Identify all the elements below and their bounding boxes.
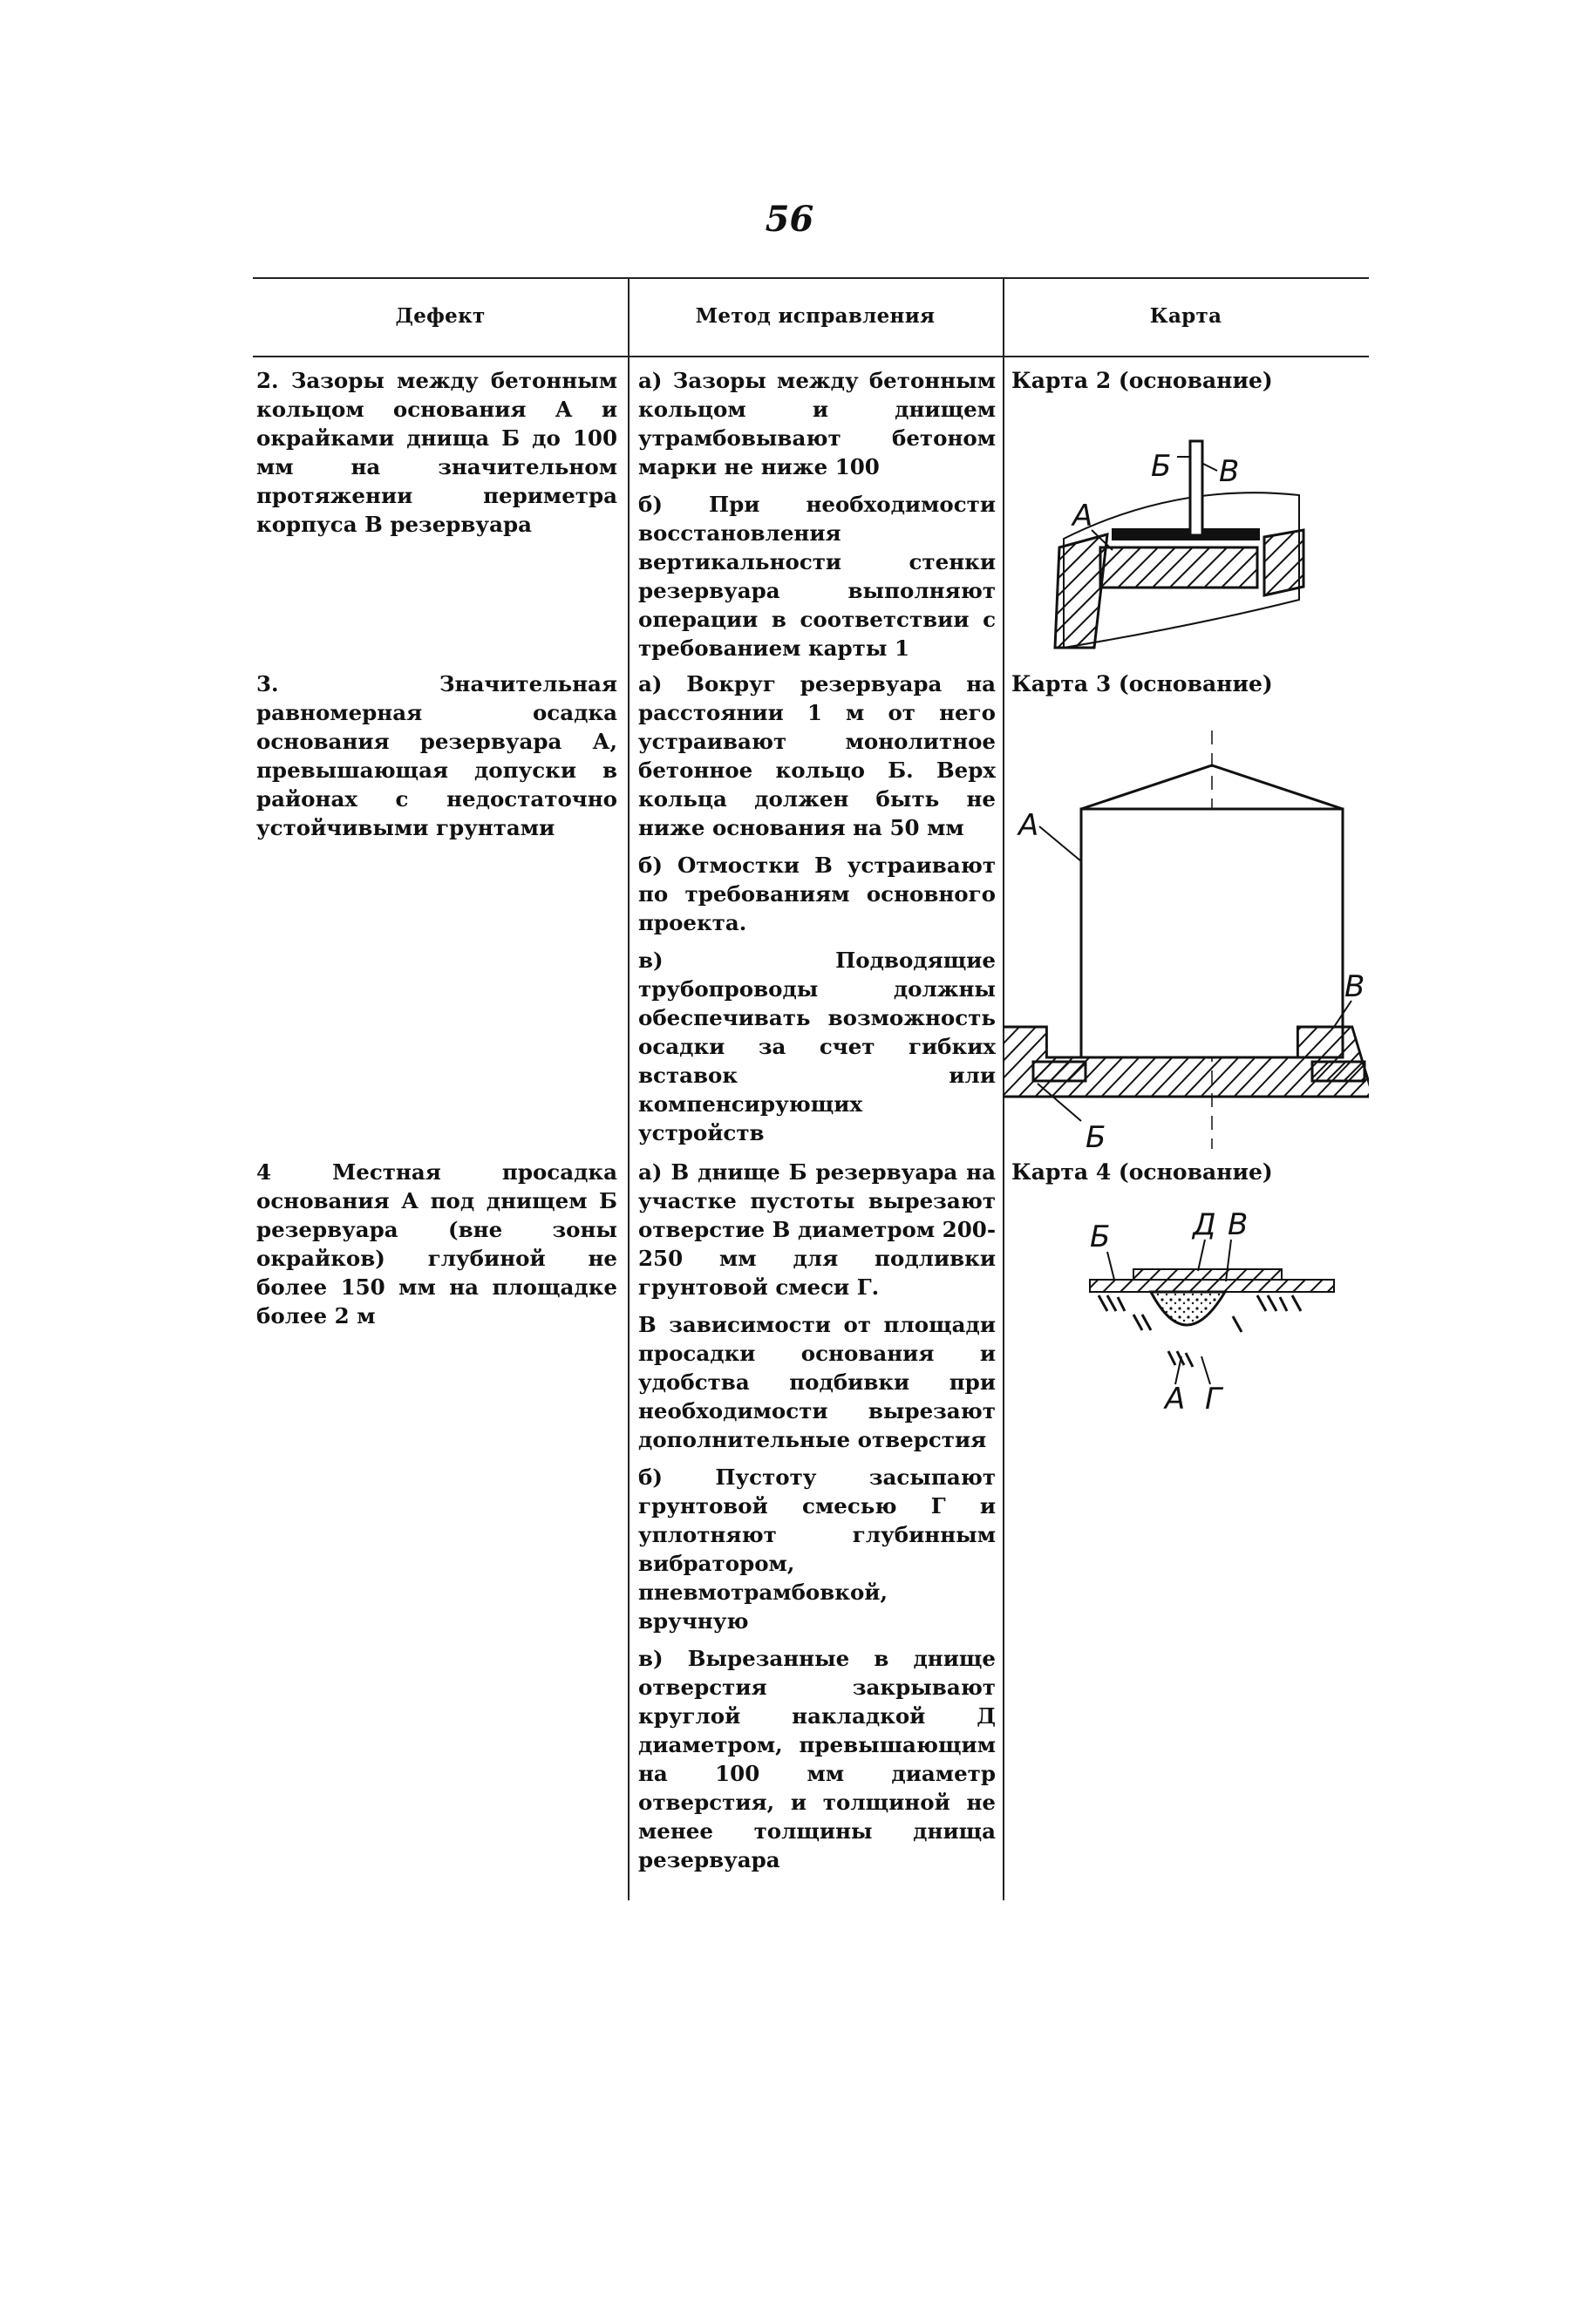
map-3-label-v: В <box>1344 969 1365 1004</box>
header-map: Карта <box>1149 304 1222 328</box>
table-top-rule <box>253 277 1369 279</box>
map-2-label-b: Б <box>1151 449 1172 484</box>
map-4-label-b: Б <box>1090 1220 1111 1254</box>
map-2-label-a: А <box>1072 499 1093 533</box>
column-divider-1 <box>628 277 630 1900</box>
row-3-method-c: в) Подводящие трубопроводы должны обеспечивать возможность осадки за счет гибких вставок или компенсирующих устройств <box>638 948 996 1145</box>
row-3-map-caption: Карта 3 (основание) <box>1011 671 1273 697</box>
map-2-figure <box>1003 425 1369 669</box>
row-4-method-c: б) Пустоту засыпают грунтовой смесью Г и уплотняют глубинным вибратором, пневмотрамбовкой, вручную <box>638 1464 996 1634</box>
row-2-methods <box>638 366 996 671</box>
row-2-map-caption: Карта 2 (основание) <box>1011 368 1273 393</box>
map-3-label-b: Б <box>1086 1120 1106 1149</box>
row-3-defect: 3. Значительная равномерная осадка основания резервуара А, превышающая допуски в районах с недостаточно устойчивыми грунтами <box>256 671 617 840</box>
row-4-method-d: в) Вырезанные в днище отверстия закрывают круглой накладкой Д диаметром, превышающим на 100 мм диаметр отверстия, и толщиной не менее толщины днища резервуара <box>638 1646 996 1872</box>
map-4-figure <box>1003 1201 1369 1410</box>
header-bottom-rule <box>253 356 1369 357</box>
row-3-method-a: а) Вокруг резервуара на расстоянии 1 м от него устраивают монолитное бетонное кольцо Б. Верх кольца должен быть не ниже основания на 50 мм <box>638 671 996 840</box>
map-4-label-g: Г <box>1205 1382 1222 1410</box>
map-2-label-v: В <box>1219 454 1240 489</box>
map-4-drawing <box>1090 1240 1334 1384</box>
page-number: 56 <box>765 199 814 240</box>
map-2-drawing <box>1055 441 1303 648</box>
map-3-drawing <box>1003 730 1369 1149</box>
row-2-method-b: б) При необходимости восстановления вертикальности стенки резервуара выполняют операции в соответствии с требованием карты 1 <box>638 492 996 661</box>
row-4-methods <box>638 1158 996 1883</box>
row-4-map-caption: Карта 4 (основание) <box>1011 1159 1273 1185</box>
row-2-defect: 2. Зазоры между бетонным кольцом основания А и окрайками днища Б до 100 мм на значительном протяжении периметра корпуса В резервуара <box>256 368 617 537</box>
map-3-figure <box>1003 730 1369 1149</box>
map-4-label-d: Д <box>1193 1207 1216 1242</box>
defects-table <box>253 277 1369 1900</box>
row-2-method-a: а) Зазоры между бетонным кольцом и днищем утрамбовывают бетоном марки не ниже 100 <box>638 368 996 479</box>
row-4-method-b: В зависимости от площади просадки основания и удобства подбивки при необходимости вырезают дополнительные отверстия <box>638 1312 996 1452</box>
row-4-defect: 4 Местная просадка основания А под днищем Б резервуара (вне зоны окрайков) глубиной не более 150 мм на площадке более 2 м <box>256 1159 617 1328</box>
row-4-method-a: а) В днище Б резервуара на участке пустоты вырезают отверстие В диаметром 200-250 мм для подливки грунтовой смеси Г. <box>638 1159 996 1300</box>
header-method: Метод исправления <box>695 304 936 328</box>
header-defect: Дефект <box>395 304 486 328</box>
map-3-label-a: А <box>1018 808 1039 843</box>
row-3-methods <box>638 669 996 1156</box>
map-4-label-v: В <box>1228 1207 1249 1242</box>
map-4-label-a: А <box>1165 1382 1186 1410</box>
row-3-method-b: б) Отмостки В устраивают по требованиям основного проекта. <box>638 853 996 935</box>
